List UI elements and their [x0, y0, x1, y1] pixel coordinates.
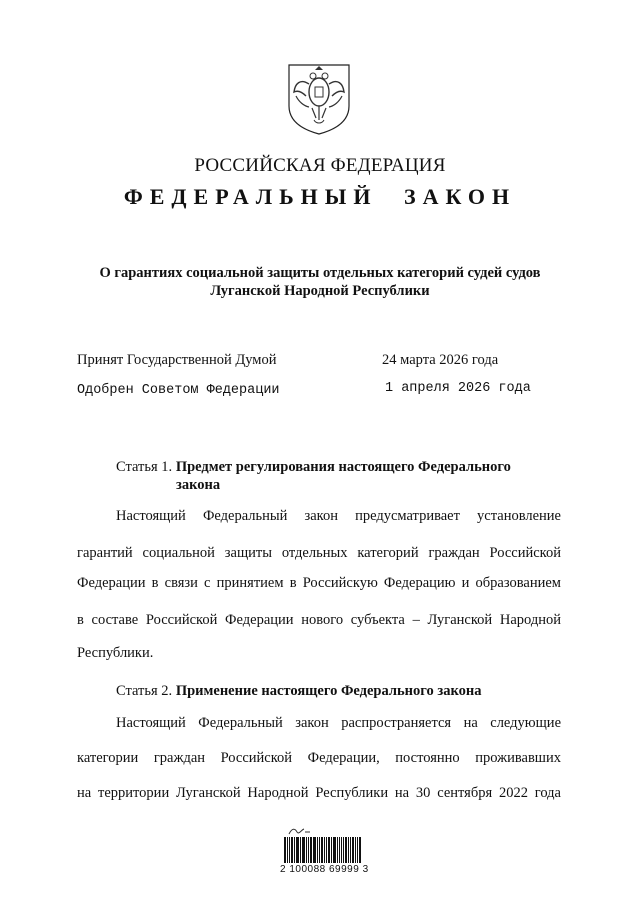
article-title-continuation: закона — [176, 477, 221, 493]
duma-adoption-label: Принят Государственной Думой — [77, 352, 277, 368]
law-title — [60, 264, 580, 300]
paragraph-line: Республики. — [77, 645, 154, 661]
duma-adoption-date: 24 марта 2026 года — [382, 352, 499, 368]
paragraph-line: на территории Луганской Народной Республики на 30 сентября 2022 года — [77, 785, 561, 801]
article-number: Статья 2. — [116, 683, 173, 699]
council-approval-label: Одобрен Советом Федерации — [77, 383, 280, 398]
paragraph-line: Настоящий Федеральный закон предусматривает установление — [116, 508, 561, 524]
barcode-number: 2 100088 69999 3 — [280, 864, 369, 875]
coat-of-arms-icon — [286, 62, 352, 136]
paragraph-line: в составе Российской Федерации нового субъекта – Луганской Народной — [77, 612, 561, 628]
paragraph-line: гарантий социальной защиты отдельных категорий граждан Российской — [77, 545, 561, 561]
barcode-icon — [284, 837, 362, 863]
signature-mark — [288, 826, 378, 836]
paragraph-line: Настоящий Федеральный закон распространяется на следующие — [116, 715, 561, 731]
document-type: ФЕДЕРАЛЬНЫЙ ЗАКОН — [123, 184, 517, 209]
article-title: Предмет регулирования настоящего Федерального — [175, 459, 511, 475]
article-2-heading — [116, 682, 556, 700]
paragraph-line: Федерации в связи с принятием в Российскую Федерацию и образованием — [77, 575, 561, 591]
article-number: Статья 1. — [116, 459, 173, 475]
law-title-line: О гарантиях социальной защиты отдельных категорий судей судов — [99, 265, 541, 281]
council-approval-date: 1 апреля 2026 года — [385, 381, 531, 396]
article-1-heading — [116, 458, 556, 494]
law-title-line: Луганской Народной Республики — [210, 283, 430, 299]
country-name: РОССИЙСКАЯ ФЕДЕРАЦИЯ — [194, 155, 446, 176]
paragraph-line: категории граждан Российской Федерации, постоянно проживавших — [77, 750, 561, 766]
article-title: Применение настоящего Федерального закона — [175, 683, 482, 699]
